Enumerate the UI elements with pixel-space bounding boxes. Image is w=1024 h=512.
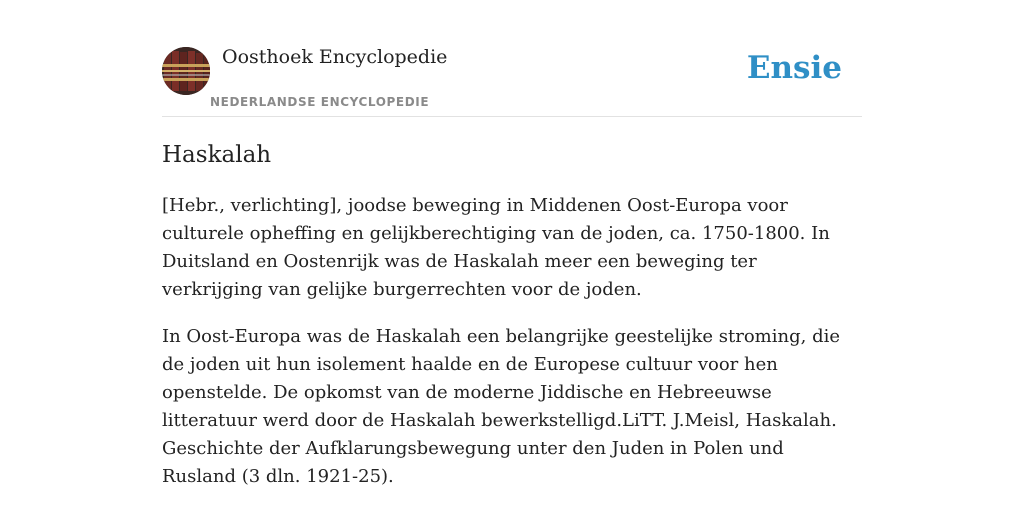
article-paragraph: [Hebr., verlichting], joodse beweging in Middenen Oost-Europa voor culturele opheffing en gelijkberechtiging van de joden, ca. 1750-1800. In Duitsland en Oostenrijk was de Haskalah meer een beweging ter verkrijging van gelijke burgerrechten voor de joden. (162, 195, 830, 300)
article (162, 138, 862, 491)
site-title[interactable]: Oosthoek Encyclopedie (222, 46, 448, 68)
site-header (162, 0, 862, 117)
encyclopedia-books-avatar[interactable] (162, 47, 210, 95)
site-subtitle: NEDERLANDSE ENCYCLOPEDIE (210, 95, 430, 109)
ensie-logo[interactable]: Ensie (746, 50, 842, 86)
article-paragraph: In Oost-Europa was de Haskalah een belangrijke geestelijke stroming, die de joden uit hun isolement haalde en de Europese cultuur voor hen openstelde. De opkomst van de moderne Jiddische en Hebreeuwse litteratuur werd door de Haskalah bewerkstelligd.LiTT. J.Meisl, Haskalah. Geschichte der Aufklarungsbewegung unter den Juden in Polen und Rusland (3 dln. 1921-25). (162, 326, 840, 487)
article-title: Haskalah (162, 142, 272, 168)
